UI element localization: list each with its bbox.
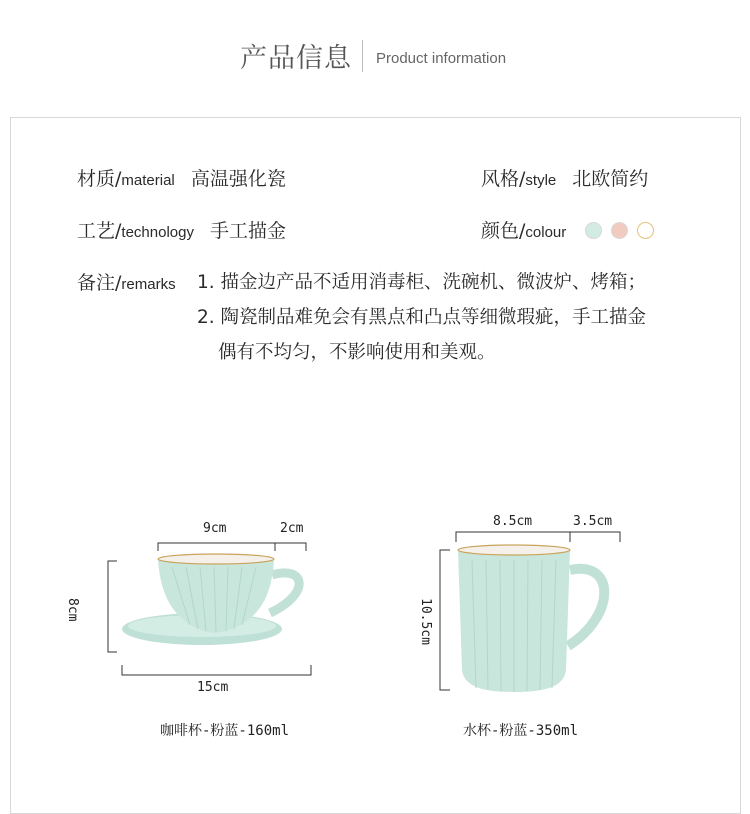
coffee-cup-handle-label: 2cm bbox=[280, 521, 304, 536]
water-cup-height-label: 10.5cm bbox=[418, 598, 433, 645]
colour-swatch-mint bbox=[585, 222, 602, 239]
water-cup-illustration bbox=[430, 520, 640, 700]
spec-style bbox=[481, 164, 648, 191]
coffee-cup-saucer-label: 15cm bbox=[197, 680, 229, 695]
spec-technology-label-en: technology bbox=[121, 224, 194, 241]
water-cup-width-label: 8.5cm bbox=[493, 514, 533, 529]
coffee-cup-illustration bbox=[100, 525, 330, 685]
colour-swatches bbox=[576, 220, 654, 242]
spec-technology-value: 手工描金 bbox=[210, 220, 287, 242]
water-cup-caption: 水杯-粉蓝-350ml bbox=[463, 723, 579, 739]
water-cup-handle-label: 3.5cm bbox=[573, 514, 613, 529]
spec-remarks-label-group bbox=[77, 268, 176, 295]
header-divider bbox=[362, 40, 363, 72]
remark-item-3: 偶有不均匀，不影响使用和美观。 bbox=[218, 342, 496, 363]
coffee-cup-caption: 咖啡杯-粉蓝-160ml bbox=[160, 723, 290, 739]
spec-technology-label: 工艺/ bbox=[77, 220, 122, 242]
remark-item-1: 1. 描金边产品不适用消毒柜、洗碗机、微波炉、烤箱； bbox=[197, 272, 647, 293]
product-info-panel bbox=[10, 117, 741, 415]
spec-remarks-label: 备注/ bbox=[77, 272, 122, 294]
spec-remarks-label-en: remarks bbox=[121, 276, 176, 293]
spec-material bbox=[77, 164, 286, 191]
spec-technology bbox=[77, 216, 286, 243]
coffee-cup-height-label: 8cm bbox=[65, 598, 80, 622]
colour-swatch-white bbox=[637, 222, 654, 239]
spec-material-value: 高温强化瓷 bbox=[190, 168, 286, 190]
coffee-cup-width-label: 9cm bbox=[203, 521, 227, 536]
spec-style-label-en: style bbox=[525, 172, 557, 189]
spec-style-value: 北欧简约 bbox=[572, 168, 649, 190]
page-title: 产品信息 bbox=[240, 43, 352, 74]
spec-colour-label: 颜色/ bbox=[481, 220, 526, 242]
spec-colour bbox=[481, 216, 654, 243]
remark-item-2: 2. 陶瓷制品难免会有黑点和凸点等细微瑕疵，手工描金 bbox=[197, 307, 647, 328]
spec-material-label-en: material bbox=[121, 172, 175, 189]
colour-swatch-pink bbox=[611, 222, 628, 239]
spec-colour-label-en: colour bbox=[525, 224, 567, 241]
page-subtitle: Product information bbox=[376, 50, 507, 67]
spec-material-label: 材质/ bbox=[77, 168, 122, 190]
spec-style-label: 风格/ bbox=[481, 168, 526, 190]
